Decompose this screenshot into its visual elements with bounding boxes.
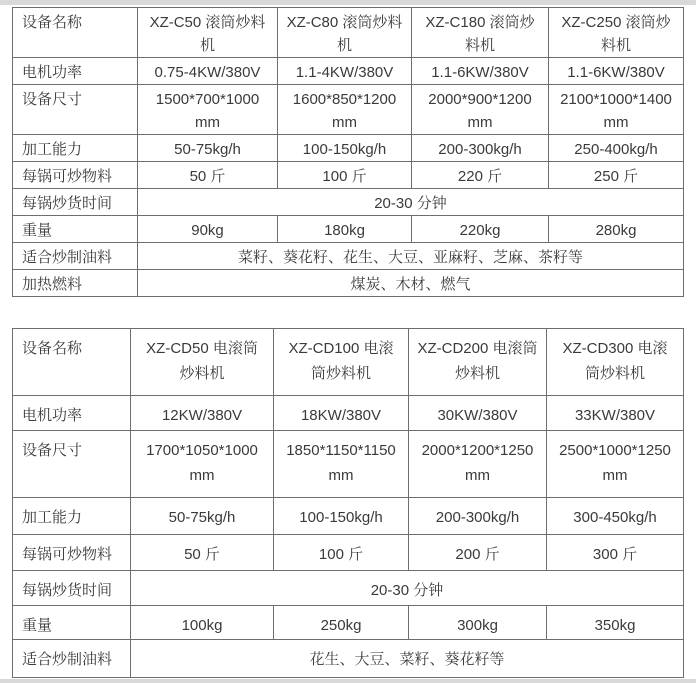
material-per-pot-cell: 300 斤 [547,535,684,571]
weight-cell: 90kg [138,216,278,243]
row-weight [13,606,684,640]
size-value: 1600*850*1200 [292,91,397,108]
processing-capacity-cell: 300-450kg/h [547,498,684,535]
processing-capacity-cell: 200-300kg/h [409,498,547,535]
weight-cell: 180kg [278,216,412,243]
row-motor-power [13,396,684,431]
motor-power-cell: 0.75-4KW/380V [138,58,278,85]
size-value: 1700*1050*1000 [146,442,258,459]
row-motor-power [13,58,684,85]
suitable-oils-label: 适合炒制油料 [13,640,131,678]
weight-cell: 250kg [274,606,409,640]
size-unit: mm [467,114,493,131]
motor-power-cell: 1.1-6KW/380V [549,58,684,85]
material-per-pot-cell: 200 斤 [409,535,547,571]
device-size-cell [547,431,684,498]
roast-time-span-cell: 20-30 分钟 [138,189,684,216]
device-size-cell [274,431,409,498]
size-value: 2000*1200*1250 [421,442,534,459]
device-size-cell [549,85,684,135]
device-name-cell: XZ-C80 滚筒炒料机 [278,8,412,58]
motor-power-cell: 12KW/380V [131,396,274,431]
heating-fuel-span-cell: 煤炭、木材、燃气 [138,270,684,297]
device-size-cell [409,431,547,498]
device-size-cell [138,85,278,135]
material-per-pot-cell: 220 斤 [412,162,549,189]
processing-capacity-cell: 50-75kg/h [131,498,274,535]
row-material-per-pot [13,535,684,571]
row-suitable-oils [13,243,684,270]
size-unit: mm [603,114,629,131]
size-unit: mm [195,114,220,131]
weight-cell: 280kg [549,216,684,243]
processing-capacity-cell: 100-150kg/h [274,498,409,535]
row-processing-capacity [13,498,684,535]
size-value: 2500*1000*1250 [559,442,671,459]
size-unit: mm [602,467,628,484]
processing-capacity-cell: 50-75kg/h [138,135,278,162]
device-name-cell: XZ-CD100 电滚筒炒料机 [274,329,409,396]
row-heating-fuel [13,270,684,297]
size-unit: mm [189,467,215,484]
size-unit: mm [465,467,490,484]
motor-power-cell: 1.1-6KW/380V [412,58,549,85]
device-name-label: 设备名称 [13,329,131,396]
row-roast-time [13,571,684,606]
size-unit: mm [328,467,354,484]
motor-power-cell: 30KW/380V [409,396,547,431]
size-value: 1850*1150*1150 [286,442,396,459]
row-device-size [13,431,684,498]
size-value: 2100*1000*1400 [560,91,672,108]
motor-power-label: 电机功率 [13,396,131,431]
material-per-pot-label: 每锅可炒物料 [13,535,131,571]
device-name-cell: XZ-CD300 电滚筒炒料机 [547,329,684,396]
device-name-cell: XZ-CD50 电滚筒炒料机 [131,329,274,396]
row-device-size [13,85,684,135]
row-suitable-oils [13,640,684,678]
motor-power-label: 电机功率 [13,58,138,85]
weight-label: 重量 [13,216,138,243]
device-size-label: 设备尺寸 [13,431,131,498]
material-per-pot-cell: 100 斤 [278,162,412,189]
row-device-name [13,8,684,58]
device-name-cell: XZ-CD200 电滚筒炒料机 [409,329,547,396]
weight-cell: 100kg [131,606,274,640]
material-per-pot-cell: 50 斤 [131,535,274,571]
motor-power-cell: 33KW/380V [547,396,684,431]
processing-capacity-label: 加工能力 [13,498,131,535]
roast-time-label: 每锅炒货时间 [13,189,138,216]
device-name-cell: XZ-C180 滚筒炒料机 [412,8,549,58]
device-name-cell: XZ-C250 滚筒炒料机 [549,8,684,58]
weight-label: 重量 [13,606,131,640]
device-size-cell [278,85,412,135]
row-processing-capacity [13,135,684,162]
weight-cell: 350kg [547,606,684,640]
motor-power-cell: 1.1-4KW/380V [278,58,412,85]
roast-time-span-cell: 20-30 分钟 [131,571,684,606]
device-size-cell [131,431,274,498]
motor-power-cell: 18KW/380V [274,396,409,431]
row-roast-time [13,189,684,216]
processing-capacity-cell: 100-150kg/h [278,135,412,162]
device-name-label: 设备名称 [13,8,138,58]
processing-capacity-label: 加工能力 [13,135,138,162]
size-value: 2000*900*1200 [428,91,532,108]
row-device-name [13,329,684,396]
weight-cell: 220kg [412,216,549,243]
top-edge-band [0,0,696,5]
heating-fuel-label: 加热燃料 [13,270,138,297]
size-value: 1500*700*1000 [155,91,260,108]
processing-capacity-cell: 200-300kg/h [412,135,549,162]
gas-roaster-spec-table [12,7,684,297]
size-unit: mm [332,114,357,131]
material-per-pot-cell: 250 斤 [549,162,684,189]
suitable-oils-span-cell: 菜籽、葵花籽、花生、大豆、亚麻籽、芝麻、茶籽等 [138,243,684,270]
row-weight [13,216,684,243]
material-per-pot-cell: 100 斤 [274,535,409,571]
material-per-pot-cell: 50 斤 [138,162,278,189]
electric-roaster-spec-table [12,328,684,678]
row-material-per-pot [13,162,684,189]
device-size-cell [412,85,549,135]
weight-cell: 300kg [409,606,547,640]
suitable-oils-span-cell: 花生、大豆、菜籽、葵花籽等 [131,640,684,678]
material-per-pot-label: 每锅可炒物料 [13,162,138,189]
bottom-edge-band [0,679,696,683]
device-name-cell: XZ-C50 滚筒炒料机 [138,8,278,58]
roast-time-label: 每锅炒货时间 [13,571,131,606]
device-size-label: 设备尺寸 [13,85,138,135]
suitable-oils-label: 适合炒制油料 [13,243,138,270]
processing-capacity-cell: 250-400kg/h [549,135,684,162]
